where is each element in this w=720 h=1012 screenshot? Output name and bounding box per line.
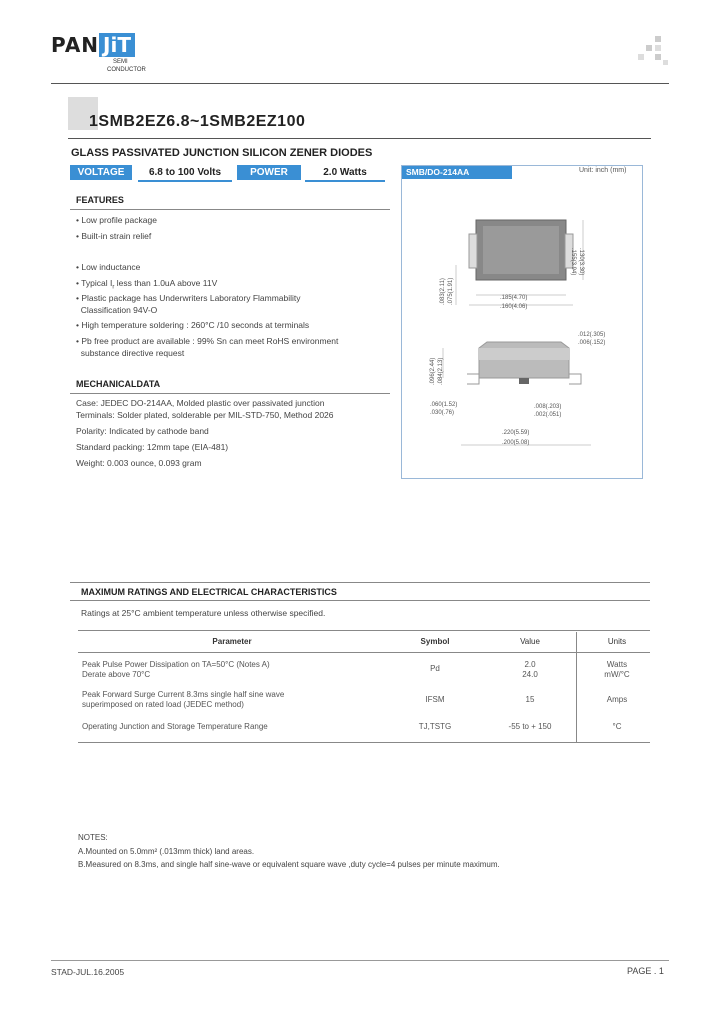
table-header-rule [78,630,650,631]
row-unit: Watts [606,660,628,669]
row-value: 2.0 [524,660,536,669]
voltage-value-badge: 6.8 to 100 Volts [138,165,232,182]
power-value-badge: 2.0 Watts [305,165,385,182]
note-b: B.Measured on 8.3ms, and single half sine-wave or equivalent square wave ,duty cycle=4 pulses per minute maximum. [78,860,500,869]
feature-item: substance directive request [76,348,185,358]
features-heading: FEATURES [76,195,124,205]
dim-label: .160(4.06) [500,304,528,310]
logo-jit-text: JiT [99,33,135,57]
dim-label: .200(5.08) [502,440,530,446]
table-column-divider [576,632,577,742]
package-outline-drawing [401,180,641,470]
page-subtitle: GLASS PASSIVATED JUNCTION SILICON ZENER DIODES [71,147,373,159]
feature-item-prefix: • Typical I [76,278,113,288]
footer-date: STAD-JUL.16.2005 [51,967,125,977]
feature-item: • Typical $I_r$ less than 1.0uA above 11V [76,278,218,291]
row-symbol: Pd [430,664,440,673]
dim-label: .155(3.94) [570,248,576,276]
dim-label: .083(2.11) [440,278,446,305]
row-value: -55 to + 150 [508,722,552,731]
row-parameter: Derate above 70°C [82,670,151,679]
row-unit: Amps [606,695,628,704]
ratings-heading: MAXIMUM RATINGS AND ELECTRICAL CHARACTERISTICS [81,587,337,597]
dim-label: .084(2.13) [438,357,444,385]
mechanical-heading: MECHANICALDATA [76,379,161,389]
feature-item: • Low inductance [76,262,141,272]
feature-item: • High temperature soldering : 260°C /10 seconds at terminals [76,320,310,330]
ratings-note: Ratings at 25°C ambient temperature unless otherwise specified. [81,608,326,618]
logo-subtitle-1: SEMI [113,59,128,65]
logo-pan-text: PAN [51,33,100,57]
row-symbol: IFSM [425,695,445,704]
dim-label: .096(2.44) [430,357,436,385]
voltage-badge: VOLTAGE [70,165,132,180]
feature-item: • Low profile package [76,215,157,225]
dim-label: .006(.152) [578,340,606,346]
col-symbol-header: Symbol [420,637,450,646]
table-bottom-rule [78,742,650,743]
footer-rule [51,960,669,961]
col-value-header: Value [520,637,540,646]
power-badge: POWER [237,165,301,180]
title-rule [68,138,651,139]
row-value: 15 [525,695,535,704]
dim-label: .002(.051) [534,412,562,418]
table-header-bottom-rule [78,652,650,653]
col-units-header: Units [607,637,627,646]
logo-subtitle-2: CONDUCTOR [107,67,146,73]
dim-label: .008(.203) [534,404,562,410]
package-name: SMB/DO-214AA [402,166,512,179]
mechanical-item: Weight: 0.003 ounce, 0.093 gram [76,458,202,468]
row-parameter: Peak Forward Surge Current 8.3ms single half sine wave [82,690,285,699]
ratings-rule [70,600,650,601]
row-parameter: Peak Pulse Power Dissipation on TA=50°C (Notes A) [82,660,270,669]
feature-item: • Built-in strain relief [76,231,152,241]
feature-item-suffix: less than 1.0uA above 11V [114,278,218,288]
page-title: 1SMB2EZ6.8~1SMB2EZ100 [89,113,306,130]
footer-page: PAGE . 1 [627,966,664,976]
dim-label: .220(5.59) [502,430,530,436]
note-a: A.Mounted on 5.0mm² (.013mm thick) land areas. [78,847,255,856]
package-unit: Unit: inch (mm) [579,167,627,174]
dim-label: .012(.305) [578,332,606,338]
feature-item: Classification 94V-O [76,305,158,315]
mechanical-item: Polarity: Indicated by cathode band [76,426,209,436]
feature-item: • Plastic package has Underwriters Laboratory Flammability [76,293,301,303]
row-value: 24.0 [522,670,538,679]
row-parameter: Operating Junction and Storage Temperature Range [82,722,268,731]
mechanical-item: Terminals: Solder plated, solderable per MIL-STD-750, Method 2026 [76,410,334,420]
mechanical-rule [70,393,390,394]
notes-heading: NOTES: [78,833,108,842]
header-rule [51,83,669,84]
dim-label: .075(1.91) [448,277,454,305]
row-unit: mW/°C [604,670,630,679]
ratings-top-rule [70,582,650,583]
dim-label: .030(.76) [430,410,455,416]
features-rule [70,209,390,210]
dim-label: .130(3.30) [578,248,584,276]
feature-item: • Pb free product are available : 99% Sn can meet RoHS environment [76,336,339,346]
corner-pattern-icon [638,36,668,66]
mechanical-item: Standard packing: 12mm tape (EIA-481) [76,442,229,452]
col-parameter-header: Parameter [212,637,252,646]
row-parameter: superimposed on rated load (JEDEC method) [82,700,244,709]
dim-label: .185(4.70) [500,295,528,301]
mechanical-item: Case: JEDEC DO-214AA, Molded plastic over passivated junction [76,398,325,408]
logo [51,33,135,57]
row-unit: °C [612,722,622,731]
dim-label: .060(1.52) [430,402,458,408]
row-symbol: TJ,TSTG [418,722,452,731]
